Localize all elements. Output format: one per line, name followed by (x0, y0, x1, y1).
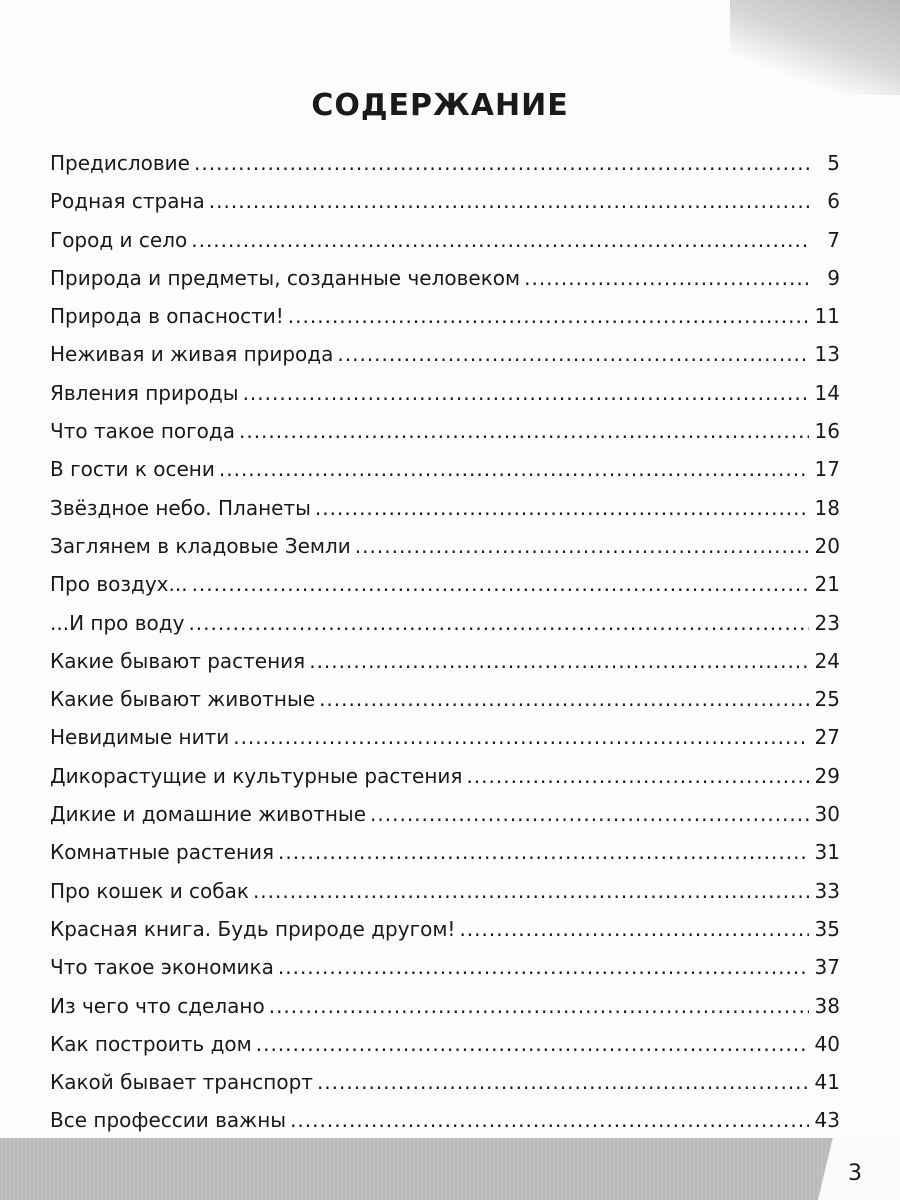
dot-leader (355, 527, 809, 565)
dot-leader (256, 1025, 809, 1063)
page-number: 3 (848, 1161, 862, 1186)
toc-entry-page-number: 31 (814, 840, 840, 865)
toc-entry-title: Город и село (50, 227, 188, 252)
toc-entry (50, 565, 840, 603)
toc-entry-title: Родная страна (50, 189, 205, 214)
toc-entry-page-number: 27 (814, 725, 840, 750)
toc-entry-page-number: 40 (814, 1031, 840, 1056)
page-title: СОДЕРЖАНИЕ (311, 88, 569, 124)
toc-entry (50, 642, 840, 680)
toc-entry (50, 144, 840, 182)
toc-entry-page-number: 16 (814, 419, 840, 444)
toc-entry (50, 1063, 840, 1101)
dot-leader (288, 297, 809, 335)
dot-leader (192, 565, 809, 603)
toc-entry-page-number: 14 (814, 380, 840, 405)
toc-entry-title: Что такое экономика (50, 955, 274, 980)
toc-entry (50, 259, 840, 297)
toc-entry-page-number: 13 (814, 342, 840, 367)
toc-entry (50, 374, 840, 412)
toc-entry-title: Что такое погода (50, 419, 235, 444)
toc-entry-page-number: 17 (814, 457, 840, 482)
dot-leader (290, 1101, 808, 1139)
toc-entry-page-number: 30 (814, 802, 840, 827)
dot-leader (466, 757, 808, 795)
toc-entry-page-number: 20 (814, 533, 840, 558)
toc-entry (50, 910, 840, 948)
toc-entry-page-number: 7 (827, 227, 840, 252)
dot-leader (317, 1063, 809, 1101)
toc-entry (50, 527, 840, 565)
dot-leader (253, 872, 809, 910)
dot-leader (278, 948, 809, 986)
toc-entry-title: Природа в опасности! (50, 304, 284, 329)
dot-leader (209, 182, 810, 220)
toc-entry-title: Как построить дом (50, 1031, 252, 1056)
toc-entry-title: Дикорастущие и культурные растения (50, 763, 463, 788)
toc-entry-page-number: 41 (814, 1070, 840, 1095)
toc-entry-page-number: 9 (827, 265, 840, 290)
toc-entry-title: Невидимые нити (50, 725, 230, 750)
dot-leader (337, 335, 808, 373)
toc-entry (50, 795, 840, 833)
toc-entry (50, 718, 840, 756)
toc-entry (50, 833, 840, 871)
toc-entry (50, 221, 840, 259)
toc-entry-page-number: 6 (827, 189, 840, 214)
toc-entry (50, 450, 840, 488)
toc-entry-page-number: 33 (814, 878, 840, 903)
toc-entry-title: Дикие и домашние животные (50, 802, 367, 827)
toc-entry-title: Какие бывают растения (50, 648, 306, 673)
toc-entry-title: Комнатные растения (50, 840, 275, 865)
dot-leader (194, 144, 810, 182)
toc-entry (50, 604, 840, 642)
toc-entry (50, 489, 840, 527)
toc-entry-title: Какие бывают животные (50, 687, 316, 712)
toc-entry-page-number: 25 (814, 687, 840, 712)
toc-entry-title: Предисловие (50, 151, 190, 175)
toc-entry (50, 680, 840, 718)
table-of-contents (50, 144, 840, 1140)
toc-entry (50, 297, 840, 335)
toc-entry (50, 1025, 840, 1063)
toc-entry-title: Из чего что сделано (50, 993, 265, 1018)
dot-leader (315, 489, 809, 527)
toc-entry (50, 1101, 840, 1139)
toc-entry-title: Красная книга. Будь природе другом! (50, 916, 456, 941)
toc-entry-title: Неживая и живая природа (50, 342, 334, 367)
toc-entry-page-number: 5 (827, 151, 840, 175)
toc-entry-title: Какой бывает транспорт (50, 1070, 313, 1095)
dot-leader (459, 910, 808, 948)
dot-leader (233, 718, 808, 756)
toc-entry-page-number: 43 (814, 1108, 840, 1133)
dot-leader (219, 450, 809, 488)
toc-entry (50, 948, 840, 986)
toc-entry (50, 335, 840, 373)
toc-entry-page-number: 35 (814, 916, 840, 941)
toc-entry-page-number: 21 (814, 572, 840, 597)
toc-entry (50, 757, 840, 795)
dot-leader (191, 221, 810, 259)
toc-entry (50, 412, 840, 450)
toc-entry-title: Про воздух... (50, 572, 188, 597)
toc-entry-title: Заглянем в кладовые Земли (50, 533, 351, 558)
toc-entry-page-number: 11 (814, 304, 840, 329)
toc-entry-title: Звёздное небо. Планеты (50, 495, 311, 520)
toc-entry-title: ...И про воду (50, 610, 185, 635)
toc-entry-page-number: 38 (814, 993, 840, 1018)
toc-entry-page-number: 37 (814, 955, 840, 980)
dot-leader (309, 642, 808, 680)
footer-band (0, 1138, 900, 1200)
dot-leader (188, 604, 808, 642)
toc-entry-page-number: 18 (814, 495, 840, 520)
toc-entry (50, 182, 840, 220)
toc-entry-page-number: 23 (814, 610, 840, 635)
toc-entry-page-number: 24 (814, 648, 840, 673)
dot-leader (239, 412, 809, 450)
dot-leader (370, 795, 809, 833)
dot-leader (319, 680, 808, 718)
toc-entry-title: Природа и предметы, созданные человеком (50, 265, 521, 290)
toc-entry (50, 872, 840, 910)
toc-entry-title: Про кошек и собак (50, 878, 249, 903)
dot-leader (278, 833, 809, 871)
page-corner-shadow (730, 0, 900, 95)
dot-leader (243, 374, 809, 412)
toc-entry-title: Все профессии важны (50, 1108, 287, 1133)
toc-entry-page-number: 29 (814, 763, 840, 788)
dot-leader (524, 259, 810, 297)
toc-entry-title: В гости к осени (50, 457, 215, 482)
toc-entry (50, 987, 840, 1025)
dot-leader (269, 987, 809, 1025)
toc-entry-title: Явления природы (50, 380, 239, 405)
